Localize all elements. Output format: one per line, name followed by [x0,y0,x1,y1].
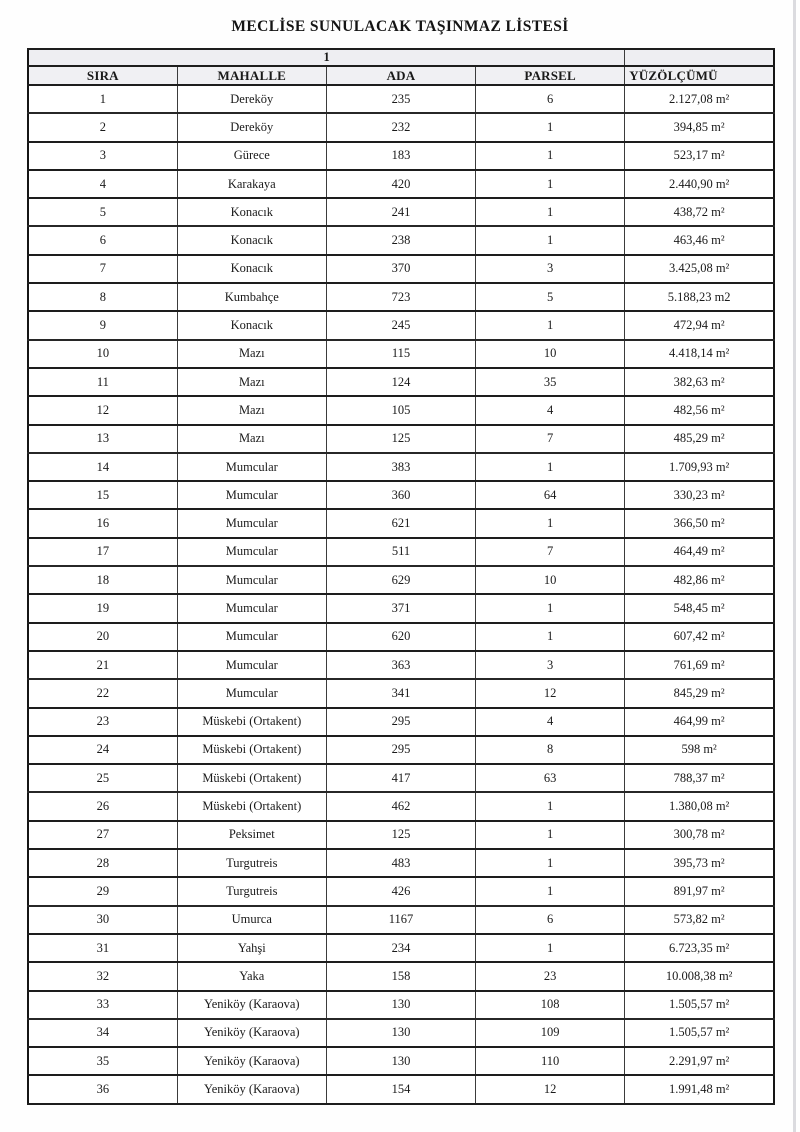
ada-cell: 383 [326,453,475,481]
sira-cell: 11 [28,368,177,396]
sira-cell: 4 [28,170,177,198]
yuzolcumu-cell: 366,50 m² [625,509,774,537]
sira-cell: 22 [28,679,177,707]
yuzolcumu-cell: 394,85 m² [625,113,774,141]
table-header-row [28,66,774,85]
yuzolcumu-cell: 845,29 m² [625,679,774,707]
mahalle-cell: Yeniköy (Karaova) [177,991,326,1019]
table-row [28,651,774,679]
ada-cell: 341 [326,679,475,707]
table-row [28,226,774,254]
mahalle-cell: Mumcular [177,623,326,651]
yuzolcumu-cell: 472,94 m² [625,311,774,339]
sira-cell: 8 [28,283,177,311]
ada-cell: 234 [326,934,475,962]
mahalle-cell: Turgutreis [177,877,326,905]
parsel-cell: 1 [476,934,625,962]
yuzolcumu-cell: 485,29 m² [625,425,774,453]
sira-cell: 21 [28,651,177,679]
parsel-cell: 109 [476,1019,625,1047]
ada-cell: 124 [326,368,475,396]
parsel-cell: 1 [476,113,625,141]
yuzolcumu-cell: 788,37 m² [625,764,774,792]
table-row [28,792,774,820]
ada-cell: 245 [326,311,475,339]
parsel-cell: 63 [476,764,625,792]
yuzolcumu-cell: 2.440,90 m² [625,170,774,198]
mahalle-cell: Konacık [177,255,326,283]
ada-cell: 295 [326,736,475,764]
mahalle-cell: Mumcular [177,538,326,566]
parsel-cell: 1 [476,623,625,651]
property-table [27,48,775,1105]
table-row [28,679,774,707]
table-row [28,142,774,170]
table-row [28,934,774,962]
property-table-body [28,85,774,1104]
ada-cell: 130 [326,1047,475,1075]
table-row [28,396,774,424]
table-row [28,906,774,934]
ada-cell: 426 [326,877,475,905]
mahalle-cell: Mazı [177,340,326,368]
mahalle-cell: Gürece [177,142,326,170]
yuzolcumu-cell: 464,99 m² [625,708,774,736]
ada-cell: 154 [326,1075,475,1103]
ada-cell: 1167 [326,906,475,934]
yuzolcumu-cell: 1.380,08 m² [625,792,774,820]
table-row [28,708,774,736]
sira-cell: 7 [28,255,177,283]
sira-cell: 5 [28,198,177,226]
parsel-cell: 1 [476,792,625,820]
parsel-cell: 1 [476,311,625,339]
parsel-cell: 4 [476,708,625,736]
ada-cell: 723 [326,283,475,311]
parsel-cell: 6 [476,906,625,934]
table-row [28,736,774,764]
table-row [28,623,774,651]
ada-cell: 511 [326,538,475,566]
table-row [28,538,774,566]
mahalle-cell: Peksimet [177,821,326,849]
ada-cell: 105 [326,396,475,424]
ada-cell: 130 [326,991,475,1019]
mahalle-cell: Turgutreis [177,849,326,877]
mahalle-cell: Mumcular [177,679,326,707]
page-number-band: 1 [28,49,625,66]
table-row [28,255,774,283]
sira-cell: 10 [28,340,177,368]
sira-cell: 17 [28,538,177,566]
table-row [28,1047,774,1075]
table-row [28,481,774,509]
mahalle-cell: Mazı [177,425,326,453]
ada-cell: 621 [326,509,475,537]
yuzolcumu-cell: 761,69 m² [625,651,774,679]
yuzolcumu-cell: 1.505,57 m² [625,1019,774,1047]
table-row [28,283,774,311]
column-header-mahalle: MAHALLE [177,66,326,85]
yuzolcumu-cell: 598 m² [625,736,774,764]
ada-cell: 462 [326,792,475,820]
ada-cell: 620 [326,623,475,651]
yuzolcumu-cell: 330,23 m² [625,481,774,509]
parsel-cell: 1 [476,877,625,905]
ada-cell: 629 [326,566,475,594]
mahalle-cell: Mazı [177,396,326,424]
sira-cell: 28 [28,849,177,877]
mahalle-cell: Yeniköy (Karaova) [177,1019,326,1047]
parsel-cell: 10 [476,566,625,594]
ada-cell: 417 [326,764,475,792]
table-row [28,764,774,792]
mahalle-cell: Müskebi (Ortakent) [177,736,326,764]
sira-cell: 25 [28,764,177,792]
sira-cell: 31 [28,934,177,962]
ada-cell: 238 [326,226,475,254]
table-row [28,170,774,198]
table-row [28,85,774,113]
yuzolcumu-cell: 2.291,97 m² [625,1047,774,1075]
mahalle-cell: Mazı [177,368,326,396]
parsel-cell: 12 [476,679,625,707]
mahalle-cell: Yeniköy (Karaova) [177,1047,326,1075]
parsel-cell: 7 [476,538,625,566]
ada-cell: 158 [326,962,475,990]
sira-cell: 20 [28,623,177,651]
table-row [28,849,774,877]
mahalle-cell: Müskebi (Ortakent) [177,792,326,820]
parsel-cell: 1 [476,821,625,849]
table-row [28,425,774,453]
column-header-ada: ADA [326,66,475,85]
yuzolcumu-cell: 464,49 m² [625,538,774,566]
mahalle-cell: Kumbahçe [177,283,326,311]
table-row [28,509,774,537]
ada-cell: 125 [326,425,475,453]
yuzolcumu-cell: 10.008,38 m² [625,962,774,990]
sira-cell: 26 [28,792,177,820]
table-row [28,113,774,141]
table-row [28,877,774,905]
table-row [28,991,774,1019]
mahalle-cell: Müskebi (Ortakent) [177,764,326,792]
table-row [28,1075,774,1103]
mahalle-cell: Yaka [177,962,326,990]
parsel-cell: 3 [476,651,625,679]
sira-cell: 36 [28,1075,177,1103]
sira-cell: 34 [28,1019,177,1047]
mahalle-cell: Konacık [177,226,326,254]
mahalle-cell: Dereköy [177,85,326,113]
yuzolcumu-cell: 1.991,48 m² [625,1075,774,1103]
sira-cell: 23 [28,708,177,736]
mahalle-cell: Yahşi [177,934,326,962]
yuzolcumu-cell: 548,45 m² [625,594,774,622]
sira-cell: 9 [28,311,177,339]
table-row [28,368,774,396]
column-header-parsel: PARSEL [476,66,625,85]
ada-cell: 235 [326,85,475,113]
mahalle-cell: Karakaya [177,170,326,198]
table-row [28,1019,774,1047]
parsel-cell: 1 [476,226,625,254]
sira-cell: 13 [28,425,177,453]
sira-cell: 27 [28,821,177,849]
mahalle-cell: Konacık [177,198,326,226]
sira-cell: 12 [28,396,177,424]
sira-cell: 2 [28,113,177,141]
yuzolcumu-cell: 1.709,93 m² [625,453,774,481]
sira-cell: 14 [28,453,177,481]
parsel-cell: 4 [476,396,625,424]
ada-cell: 371 [326,594,475,622]
table-row [28,198,774,226]
sira-cell: 19 [28,594,177,622]
mahalle-cell: Yeniköy (Karaova) [177,1075,326,1103]
column-header-sira: SIRA [28,66,177,85]
parsel-cell: 12 [476,1075,625,1103]
yuzolcumu-cell: 395,73 m² [625,849,774,877]
table-row [28,821,774,849]
mahalle-cell: Konacık [177,311,326,339]
ada-cell: 183 [326,142,475,170]
ada-cell: 360 [326,481,475,509]
mahalle-cell: Dereköy [177,113,326,141]
parsel-cell: 1 [476,198,625,226]
yuzolcumu-cell: 5.188,23 m2 [625,283,774,311]
sira-cell: 32 [28,962,177,990]
ada-cell: 232 [326,113,475,141]
parsel-cell: 5 [476,283,625,311]
sira-cell: 18 [28,566,177,594]
parsel-cell: 10 [476,340,625,368]
parsel-cell: 23 [476,962,625,990]
parsel-cell: 1 [476,849,625,877]
mahalle-cell: Mumcular [177,481,326,509]
table-row [28,340,774,368]
ada-cell: 295 [326,708,475,736]
mahalle-cell: Mumcular [177,509,326,537]
parsel-cell: 6 [476,85,625,113]
page-number-band-row [28,49,774,66]
yuzolcumu-cell: 1.505,57 m² [625,991,774,1019]
column-header-yuzolcumu: YÜZÖLÇÜMÜ [625,66,774,85]
yuzolcumu-cell: 573,82 m² [625,906,774,934]
sira-cell: 3 [28,142,177,170]
yuzolcumu-cell: 482,86 m² [625,566,774,594]
sira-cell: 29 [28,877,177,905]
mahalle-cell: Müskebi (Ortakent) [177,708,326,736]
parsel-cell: 3 [476,255,625,283]
mahalle-cell: Mumcular [177,594,326,622]
parsel-cell: 110 [476,1047,625,1075]
scanner-edge-artifact [793,0,796,1132]
ada-cell: 483 [326,849,475,877]
ada-cell: 363 [326,651,475,679]
mahalle-cell: Mumcular [177,453,326,481]
yuzolcumu-cell: 463,46 m² [625,226,774,254]
ada-cell: 370 [326,255,475,283]
parsel-cell: 1 [476,142,625,170]
document-title: MECLİSE SUNULACAK TAŞINMAZ LİSTESİ [231,18,569,35]
sira-cell: 30 [28,906,177,934]
parsel-cell: 1 [476,509,625,537]
sira-cell: 35 [28,1047,177,1075]
mahalle-cell: Mumcular [177,566,326,594]
table-row [28,311,774,339]
yuzolcumu-cell: 482,56 m² [625,396,774,424]
parsel-cell: 35 [476,368,625,396]
sira-cell: 16 [28,509,177,537]
ada-cell: 125 [326,821,475,849]
parsel-cell: 7 [476,425,625,453]
yuzolcumu-cell: 523,17 m² [625,142,774,170]
yuzolcumu-cell: 382,63 m² [625,368,774,396]
yuzolcumu-cell: 891,97 m² [625,877,774,905]
sira-cell: 1 [28,85,177,113]
table-row [28,566,774,594]
yuzolcumu-cell: 6.723,35 m² [625,934,774,962]
sira-cell: 24 [28,736,177,764]
parsel-cell: 1 [476,453,625,481]
ada-cell: 130 [326,1019,475,1047]
parsel-cell: 64 [476,481,625,509]
yuzolcumu-cell: 300,78 m² [625,821,774,849]
yuzolcumu-cell: 438,72 m² [625,198,774,226]
parsel-cell: 1 [476,594,625,622]
yuzolcumu-cell: 4.418,14 m² [625,340,774,368]
parsel-cell: 8 [476,736,625,764]
table-row [28,594,774,622]
ada-cell: 420 [326,170,475,198]
sira-cell: 15 [28,481,177,509]
parsel-cell: 1 [476,170,625,198]
mahalle-cell: Umurca [177,906,326,934]
ada-cell: 241 [326,198,475,226]
yuzolcumu-cell: 2.127,08 m² [625,85,774,113]
sira-cell: 6 [28,226,177,254]
yuzolcumu-cell: 3.425,08 m² [625,255,774,283]
page-number-band-empty-cell [625,49,774,66]
yuzolcumu-cell: 607,42 m² [625,623,774,651]
table-row [28,962,774,990]
parsel-cell: 108 [476,991,625,1019]
sira-cell: 33 [28,991,177,1019]
ada-cell: 115 [326,340,475,368]
table-row [28,453,774,481]
mahalle-cell: Mumcular [177,651,326,679]
